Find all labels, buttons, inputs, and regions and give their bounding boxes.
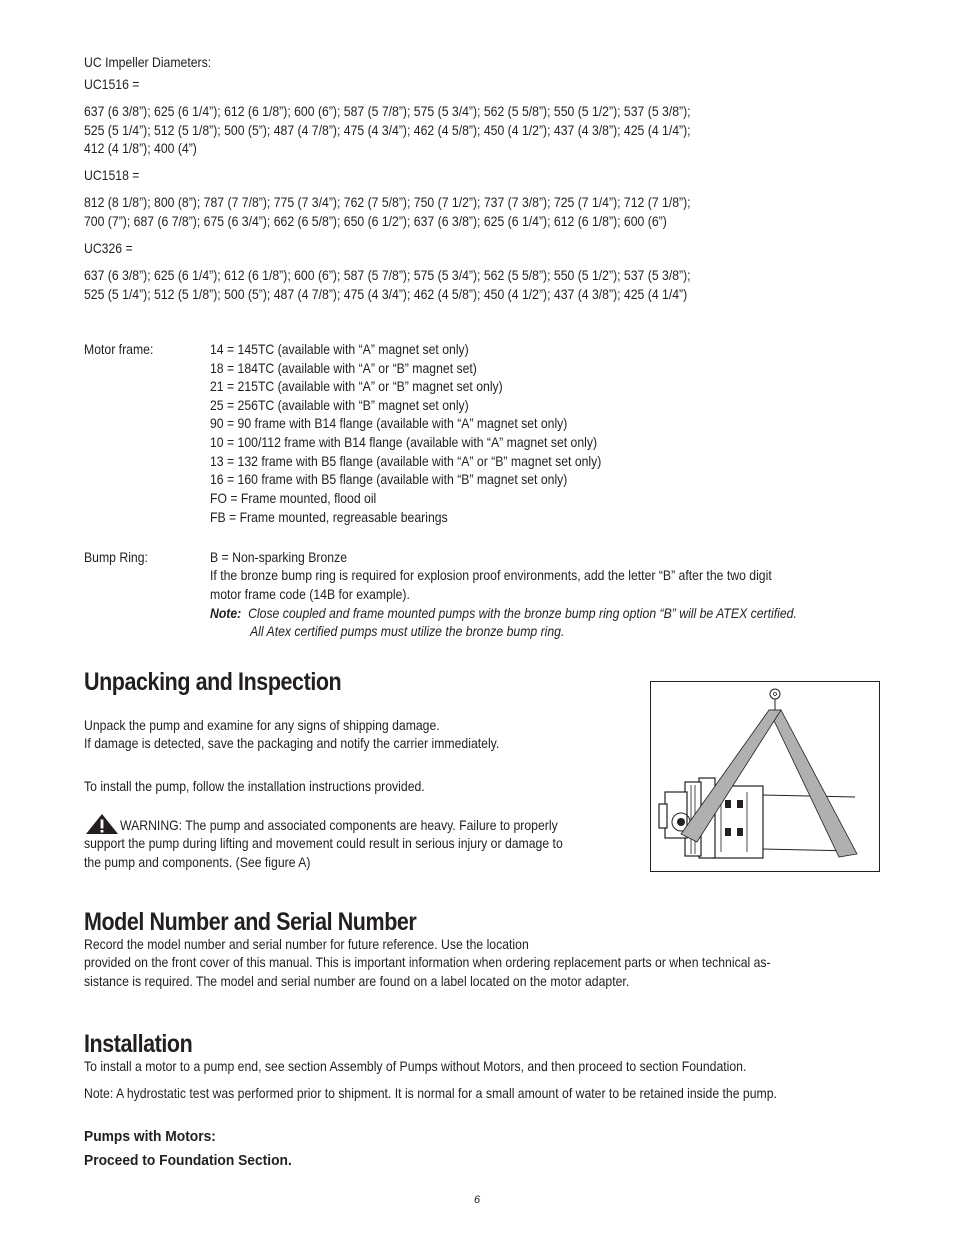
note-text: Close coupled and frame mounted pumps with the bronze bump ring option “B” will be ATEX certified.: [248, 606, 797, 621]
warning-triangle-icon: [86, 814, 118, 834]
uc1518-label: UC1518 =: [84, 168, 140, 183]
motor-frame-item: 16 = 160 frame with B5 flange (available with “B” magnet set only): [210, 472, 568, 487]
motor-frame-item: FO = Frame mounted, flood oil: [210, 491, 377, 506]
page-number: 6: [473, 1194, 481, 1206]
pumps-with-motors-heading: Pumps with Motors:: [84, 1128, 216, 1145]
pump-lifting-figure: [650, 681, 880, 872]
bump-ring-note: [210, 605, 797, 624]
warning-text: WARNING: The pump and associated components are heavy. Failure to properly: [120, 818, 558, 833]
motor-frame-item: 13 = 132 frame with B5 flange (available with “A” or “B” magnet set only): [210, 453, 602, 469]
uc1516-line: 525 (5 1/4”); 512 (5 1/8”); 500 (5”); 487 (4 7/8”); 475 (4 3/4”); 462 (4 5/8”); 450 (4 1/2”); 437 (4 3/8”); 425 (4 1/4”);: [84, 123, 691, 138]
motor-frame-item: 14 = 145TC (available with “A” magnet set only): [210, 342, 469, 357]
installation-text: To install a motor to a pump end, see section Assembly of Pumps without Motors, and then proceed to section Foundation.: [84, 1059, 747, 1074]
motor-frame-item: 10 = 100/112 frame with B14 flange (available with “A” magnet set only): [210, 435, 598, 450]
installation-note: Note: A hydrostatic test was performed prior to shipment. It is normal for a small amount of water to be retained inside the pump.: [84, 1086, 777, 1101]
uc326-line: 637 (6 3/8”); 625 (6 1/4”); 612 (6 1/8”); 600 (6”); 587 (5 7/8”); 575 (5 3/4”); 562 (5 5/8”); 550 (5 1/2”); 537 (5 3/8”);: [84, 268, 691, 283]
unpacking-text: If damage is detected, save the packaging and notify the carrier immediately.: [84, 736, 500, 751]
model-serial-text: provided on the front cover of this manual. This is important information when ordering replacement parts or when technical as-: [84, 955, 771, 970]
pumps-with-motors-text: Proceed to Foundation Section.: [84, 1152, 292, 1169]
uc1518-line: 700 (7”); 687 (6 7/8”); 675 (6 3/4”); 662 (6 5/8”); 650 (6 1/2”); 637 (6 3/8”); 625 (6 1/4”); 612 (6 1/8”); 600 (6”): [84, 214, 667, 229]
motor-frame-label: Motor frame:: [84, 342, 154, 357]
motor-frame-item: 25 = 256TC (available with “B” magnet set only): [210, 397, 469, 413]
bump-ring-line: B = Non-sparking Bronze: [210, 550, 348, 565]
bump-ring-note-line: All Atex certified pumps must utilize the bronze bump ring.: [250, 624, 565, 639]
warning-text: the pump and components. (See figure A): [84, 855, 311, 870]
uc326-line: 525 (5 1/4”); 512 (5 1/8”); 500 (5”); 487 (4 7/8”); 475 (4 3/4”); 462 (4 5/8”); 450 (4 1/2”); 437 (4 3/8”); 425 (4 1/4”): [84, 287, 688, 302]
installation-heading: Installation: [84, 1030, 193, 1058]
model-serial-text: Record the model number and serial number for future reference. Use the location: [84, 937, 529, 952]
bump-ring-line: If the bronze bump ring is required for explosion proof environments, add the letter “B” after the two digit: [210, 568, 772, 583]
model-serial-heading: Model Number and Serial Number: [84, 908, 417, 936]
model-serial-text: sistance is required. The model and serial number are found on a label located on the motor adapter.: [84, 974, 630, 989]
unpacking-text: To install the pump, follow the installation instructions provided.: [84, 779, 425, 794]
uc1516-line: 412 (4 1/8”); 400 (4”): [84, 141, 197, 156]
uc1516-label: UC1516 =: [84, 77, 140, 92]
bump-ring-label: Bump Ring:: [84, 550, 148, 565]
motor-frame-item: FB = Frame mounted, regreasable bearings: [210, 510, 448, 525]
motor-frame-item: 18 = 184TC (available with “A” or “B” magnet set): [210, 360, 477, 376]
uc326-label: UC326 =: [84, 241, 133, 256]
uc1518-line: 812 (8 1/8”); 800 (8”); 787 (7 7/8”); 775 (7 3/4”); 762 (7 5/8”); 750 (7 1/2”); 737 (7 3/8”); 725 (7 1/4”); 712 (7 1/8”);: [84, 195, 691, 210]
uc1516-line: 637 (6 3/8”); 625 (6 1/4”); 612 (6 1/8”); 600 (6”); 587 (5 7/8”); 575 (5 3/4”); 562 (5 5/8”); 550 (5 1/2”); 537 (5 3/8”);: [84, 104, 691, 119]
unpacking-heading: Unpacking and Inspection: [84, 668, 342, 696]
motor-frame-item: 90 = 90 frame with B14 flange (available with “A” magnet set only): [210, 416, 568, 431]
impeller-heading: UC Impeller Diameters:: [84, 55, 212, 70]
motor-frame-item: 21 = 215TC (available with “A” or “B” magnet set only): [210, 379, 503, 394]
warning-text: support the pump during lifting and movement could result in serious injury or damage to: [84, 836, 563, 851]
unpacking-text: Unpack the pump and examine for any signs of shipping damage.: [84, 718, 440, 733]
bump-ring-line: motor frame code (14B for example).: [210, 587, 410, 602]
note-label: Note:: [210, 606, 242, 621]
